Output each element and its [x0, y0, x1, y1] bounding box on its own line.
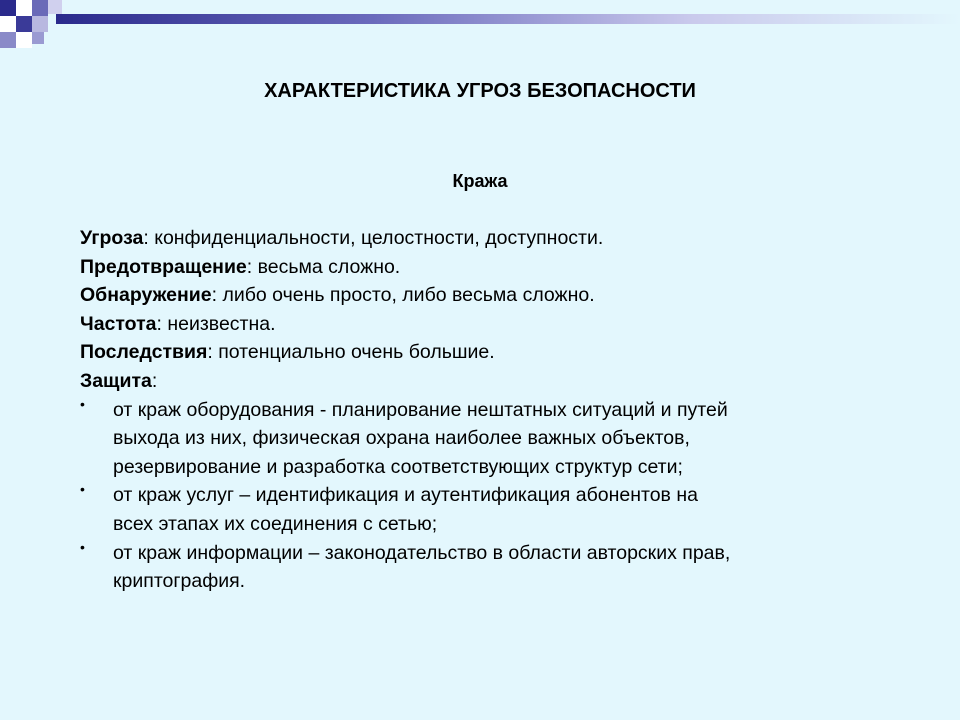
deco-square: [0, 32, 16, 48]
row-prevention: [80, 253, 900, 282]
row-label: Угроза: [80, 227, 144, 249]
row-label: Частота: [80, 312, 157, 335]
protection-list: [80, 396, 900, 596]
bullet-line: от краж оборудования - планирование нештатных ситуаций и путей: [113, 398, 728, 421]
row-label: Предотвращение: [80, 255, 247, 278]
bullet-icon: •: [80, 481, 85, 498]
deco-square: [16, 32, 32, 48]
row-label: Последствия: [80, 341, 208, 364]
header-gradient-bar: [56, 14, 960, 24]
list-item: [80, 539, 900, 596]
deco-square: [16, 16, 32, 32]
deco-square: [48, 0, 62, 14]
deco-square: [0, 16, 16, 32]
deco-square: [32, 0, 48, 16]
row-text: : конфиденциальности, целостности, доступности.: [143, 227, 604, 249]
bullet-line: всех этапах их соединения с сетью;: [113, 512, 438, 535]
row-label: Обнаружение: [80, 284, 212, 307]
deco-square: [32, 16, 48, 32]
deco-square: [0, 0, 16, 16]
deco-square: [16, 0, 32, 16]
bullet-line: криптография.: [113, 570, 246, 593]
row-label: Защита: [80, 369, 152, 392]
content-body: [80, 224, 900, 596]
row-text: : либо очень просто, либо весьма сложно.: [211, 284, 595, 307]
bullet-icon: •: [80, 538, 85, 555]
deco-square: [32, 32, 44, 44]
row-detection: [80, 281, 900, 310]
row-consequences: [80, 338, 900, 367]
row-text: : потенциально очень большие.: [207, 341, 495, 364]
bullet-line: выхода из них, физическая охрана наиболее важных объектов,: [113, 427, 690, 450]
bullet-line: от краж услуг – идентификация и аутентификация абонентов на: [113, 484, 698, 507]
row-text: : неизвестна.: [156, 312, 276, 335]
slide-title: ХАРАКТЕРИСТИКА УГРОЗ БЕЗОПАСНОСТИ: [264, 80, 696, 102]
row-text: : весьма сложно.: [246, 255, 401, 278]
list-item: [80, 396, 900, 482]
slide-subtitle: Кража: [452, 171, 508, 191]
bullet-line: от краж информации – законодательство в области авторских прав,: [113, 541, 731, 564]
row-protection: [80, 367, 900, 396]
list-item: [80, 481, 900, 538]
bullet-line: резервирование и разработка соответствующих структур сети;: [113, 455, 683, 478]
row-threat: [80, 224, 900, 253]
row-frequency: [80, 310, 900, 339]
bullet-icon: •: [80, 395, 85, 412]
row-text: :: [151, 369, 158, 392]
